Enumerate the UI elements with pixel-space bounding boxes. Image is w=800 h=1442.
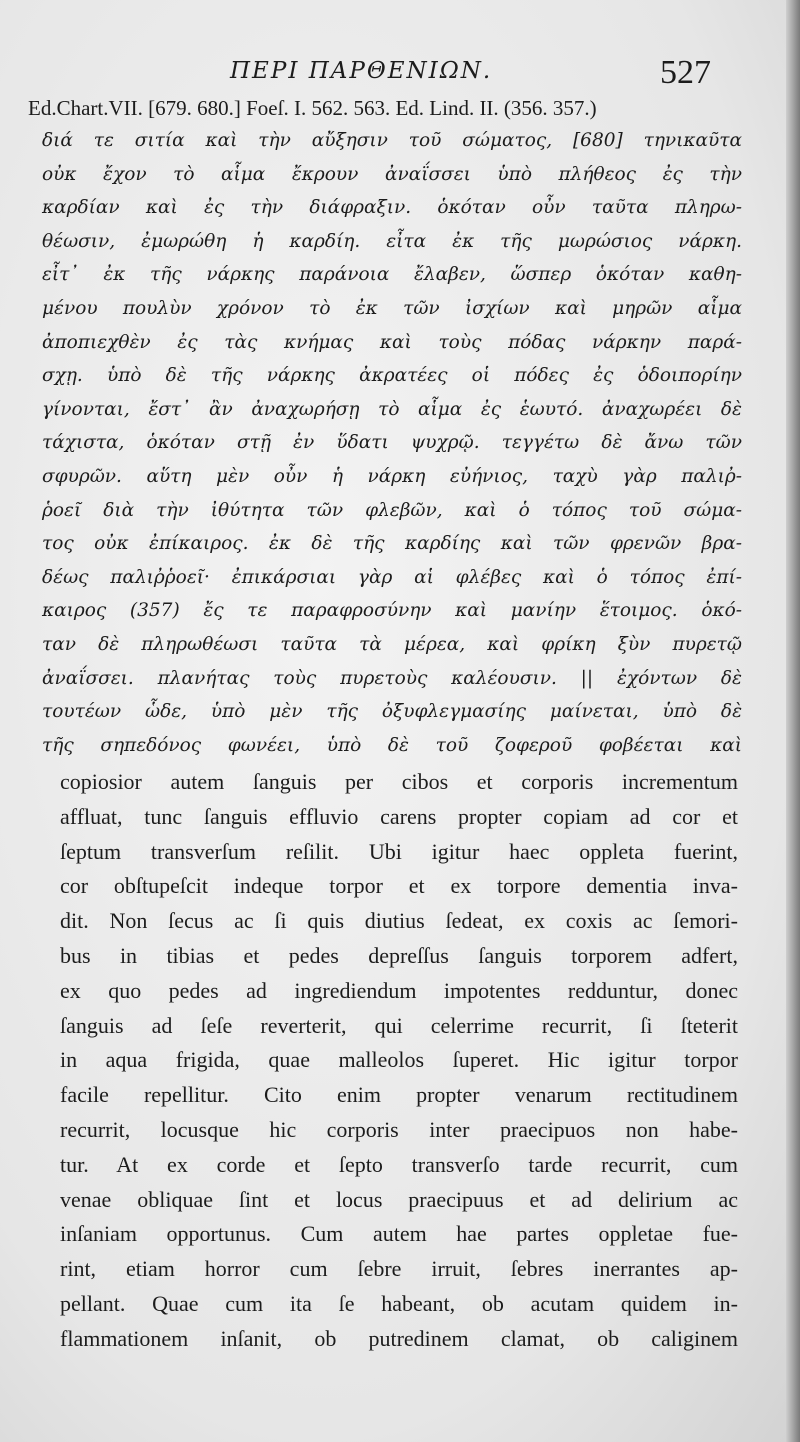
- latin-text-line: inſaniam opportunus. Cum autem hae partes oppletae fue-: [60, 1221, 738, 1247]
- latin-text-line: venae obliquae ſint et locus praecipuus et ad delirium ac: [60, 1186, 738, 1212]
- greek-text-line: τουτέων ὧδε, ὑπὸ μὲν τῆς ὀξυφλεγμασίης μαίνεται, ὑπὸ δὲ: [42, 701, 742, 723]
- greek-text-block: [42, 124, 742, 762]
- greek-text-line: ῥοεῖ διὰ τὴν ἰθύτητα τῶν φλεβῶν, καὶ ὁ τόπος τοῦ σώμα-: [42, 499, 742, 521]
- latin-text-line: in aqua frigida, quae malleolos ſuperet. Hic igitur torpor: [60, 1047, 738, 1073]
- latin-text-line: facile repellitur. Cito enim propter venarum rectitudinem: [60, 1082, 738, 1108]
- greek-text-line: σφυρῶν. αὕτη μὲν οὖν ἡ νάρκη εὐήνιος, ταχὺ γὰρ παλιῤ-: [42, 465, 742, 487]
- greek-text-line: ἀναΐσσει. πλανήτας τοὺς πυρετοὺς καλέουσιν. || ἐχόντων δὲ: [42, 667, 742, 689]
- latin-text-line: rint, etiam horror cum ſebre irruit, ſebres inerrantes ap-: [60, 1256, 738, 1282]
- latin-text-line: recurrit, locusque hic corporis inter praecipuos non habe-: [60, 1116, 738, 1142]
- latin-text-line: affluat, tunc ſanguis effluvio carens propter copiam ad cor et: [60, 803, 738, 829]
- latin-text-line: tur. At ex corde et ſepto transverſo tarde recurrit, cum: [60, 1151, 738, 1177]
- latin-text-line: flammationem inſanit, ob putredinem clamat, ob caliginem: [60, 1325, 738, 1351]
- latin-text-line: cor obſtupeſcit indeque torpor et ex torpore dementia inva-: [60, 873, 738, 899]
- greek-text-line: εἶτ᾽ ἐκ τῆς νάρκης παράνοια ἔλαβεν, ὥσπερ ὁκόταν καθη-: [42, 264, 742, 286]
- latin-text-line: ex quo pedes ad ingrediendum impotentes redduntur, donec: [60, 977, 738, 1003]
- latin-text-line: ſeptum transverſum reſilit. Ubi igitur haec oppleta fuerint,: [60, 838, 738, 864]
- greek-text-line: θέωσιν, ἐμωρώθη ἡ καρδίη. εἶτα ἐκ τῆς μωρώσιος νάρκη.: [42, 230, 742, 252]
- greek-text-line: καιρος (357) ἔς τε παραφροσύνην καὶ μανίην ἕτοιμος. ὁκό-: [42, 600, 742, 622]
- page-number: 527: [660, 54, 711, 91]
- greek-text-line: ἀποπιεχθὲν ἐς τὰς κνήμας καὶ τοὺς πόδας νάρκην παρά-: [42, 331, 742, 353]
- edition-reference-line: Ed.Chart.VII. [679. 680.] Foeſ. I. 562. 563. Ed. Lind. II. (356. 357.): [28, 96, 597, 120]
- greek-text-line: καρδίαν καὶ ἐς τὴν διάφραξιν. ὁκόταν οὖν ταῦτα πληρω-: [42, 197, 742, 219]
- greek-text-line: οὐκ ἔχον τὸ αἷμα ἔκρουν ἀναΐσσει ὑπὸ πλήθεος ἐς τὴν: [42, 163, 742, 185]
- page-header: [30, 52, 740, 102]
- latin-text-line: bus in tibias et pedes depreſſus ſanguis torporem adfert,: [60, 942, 738, 968]
- greek-text-line: τῆς σηπεδόνος φωνέει, ὑπὸ δὲ τοῦ ζοφεροῦ φοβέεται καὶ: [42, 734, 742, 756]
- latin-text-line: ſanguis ad ſeſe reverterit, qui celerrime recurrit, ſi ſteterit: [60, 1012, 738, 1038]
- greek-text-line: σχῃ. ὑπὸ δὲ τῆς νάρκης ἀκρατέες οἱ πόδες ἐς ὁδοιπορίην: [42, 365, 742, 387]
- running-title: ΠΕΡΙ ΠΑΡΘΕΝΙΩΝ.: [230, 58, 493, 84]
- latin-text-line: copiosior autem ſanguis per cibos et corporis incrementum: [60, 769, 738, 794]
- greek-text-line: τάχιστα, ὁκόταν στῇ ἐν ὕδατι ψυχρῷ. τεγγέτω δὲ ἄνω τῶν: [42, 432, 742, 454]
- greek-text-line: γίνονται, ἔστ᾽ ἂν ἀναχωρήσῃ τὸ αἷμα ἐς ἑωυτό. ἀναχωρέει δὲ: [42, 398, 742, 420]
- greek-text-line: διά τε σιτία καὶ τὴν αὔξησιν τοῦ σώματος, [680] τηνικαῦτα: [42, 130, 742, 151]
- latin-text-line: pellant. Quae cum ita ſe habeant, ob acutam quidem in-: [60, 1290, 738, 1316]
- greek-text-line: μένου πουλὺν χρόνον τὸ ἐκ τῶν ἰσχίων καὶ μηρῶν αἷμα: [42, 297, 742, 319]
- greek-text-line: δέως παλιῤῥοεῖ· ἐπικάρσιαι γὰρ αἱ φλέβες καὶ ὁ τόπος ἐπί-: [42, 566, 742, 588]
- latin-text-line: dit. Non ſecus ac ſi quis diutius ſedeat, ex coxis ac ſemori-: [60, 908, 738, 934]
- greek-text-line: ταν δὲ πληρωθέωσι ταῦτα τὰ μέρεα, καὶ φρίκη ξὺν πυρετῷ: [42, 633, 742, 655]
- greek-text-line: τος οὐκ ἐπίκαιρος. ἐκ δὲ τῆς καρδίης καὶ τῶν φρενῶν βρα-: [42, 533, 742, 555]
- page-edge-shadow: [786, 0, 800, 1442]
- latin-text-block: [60, 765, 738, 1357]
